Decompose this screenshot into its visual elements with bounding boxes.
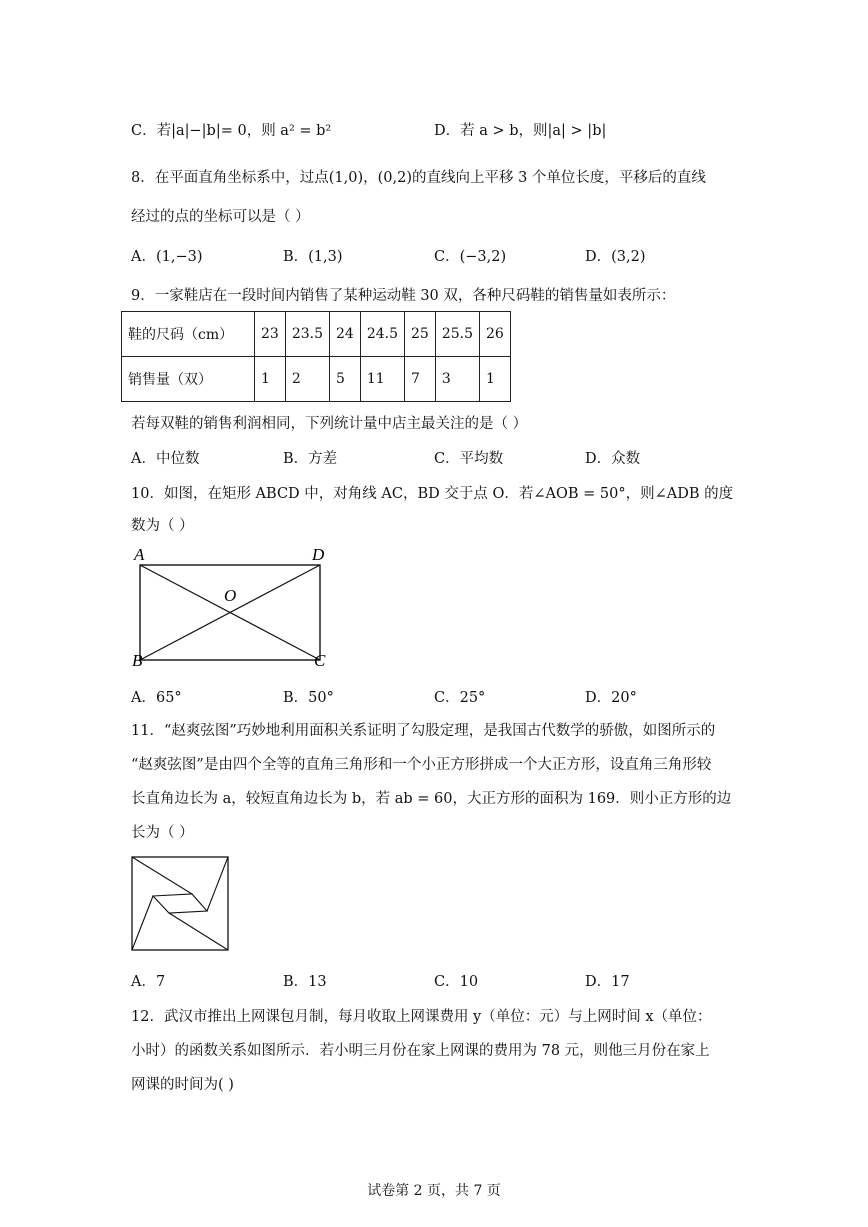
table-row (122, 312, 511, 357)
rectangle-diagram (128, 542, 338, 672)
triangle-edge (132, 857, 192, 894)
table-cell: 23 (255, 312, 286, 357)
shoe-size-table (121, 311, 511, 402)
q9-stem-line2: 若每双鞋的销售利润相同，下列统计量中店主最关注的是（ ） (131, 416, 528, 432)
outer-square (132, 857, 228, 950)
vertex-label-c: C (314, 651, 326, 670)
page-footer: 试卷第 2 页，共 7 页 (367, 1183, 501, 1199)
vertex-label-a: A (134, 545, 145, 564)
table-cell: 1 (255, 357, 286, 402)
q11-option-a: A．7 (131, 974, 166, 990)
triangle-edge (169, 913, 228, 950)
q10-stem-line2: 数为（ ） (131, 518, 194, 534)
vertex-label-d: D (312, 545, 325, 564)
q11-option-c: C．10 (434, 974, 479, 990)
q11-stem-line4: 长为（ ） (131, 825, 194, 841)
table-cell: 23.5 (285, 312, 329, 357)
q11-option-d: D．17 (585, 974, 630, 990)
q10-option-d: D．20° (585, 690, 637, 706)
q11-stem-line2: “赵爽弦图”是由四个全等的直角三角形和一个小正方形拼成一个大正方形，设直角三角形较 (131, 757, 712, 773)
q10-option-a: A．65° (131, 690, 182, 706)
q9-option-d: D．众数 (585, 451, 641, 467)
table-row (122, 357, 511, 402)
table-cell: 24 (330, 312, 361, 357)
q10-stem-line1: 10．如图，在矩形 ABCD 中，对角线 AC，BD 交于点 O．若∠AOB = 50°，则∠ADB 的度 (131, 486, 734, 502)
q7-option-c: C．若|a|−|b|= 0，则 a² = b² (131, 123, 332, 139)
table-cell: 11 (360, 357, 404, 402)
table-cell: 24.5 (360, 312, 404, 357)
q10-option-c: C．25° (434, 690, 486, 706)
q10-option-b: B．50° (283, 690, 334, 706)
q8-option-b: B．(1,3) (283, 249, 343, 265)
q9-stem-line1: 9．一家鞋店在一段时间内销售了某种运动鞋 30 双，各种尺码鞋的销售量如表所示： (131, 288, 676, 304)
q8-stem-line2: 经过的点的坐标可以是（ ） (131, 209, 310, 225)
table-cell: 销售量（双） (122, 357, 255, 402)
q12-stem-line2: 小时）的函数关系如图所示．若小明三月份在家上网课的费用为 78 元，则他三月份在家上 (131, 1043, 710, 1059)
table-cell: 鞋的尺码（cm） (122, 312, 255, 357)
q9-option-b: B．方差 (283, 451, 338, 467)
triangle-edge (207, 857, 228, 911)
table-cell: 2 (285, 357, 329, 402)
q11-stem-line1: 11．“赵爽弦图”巧妙地利用面积关系证明了勾股定理，是我国古代数学的骄傲，如图所示的 (131, 723, 716, 739)
table-cell: 3 (435, 357, 479, 402)
q7-option-d: D．若 a > b，则|a| > |b| (434, 123, 607, 139)
q12-stem-line3: 网课的时间为( ) (131, 1077, 234, 1093)
table-cell: 25 (405, 312, 436, 357)
inner-square (153, 894, 207, 913)
q12-stem-line1: 12．武汉市推出上网课包月制，每月收取上网课费用 y（单位：元）与上网时间 x（单位： (131, 1009, 712, 1025)
table-cell: 26 (480, 312, 511, 357)
zhao-shuang-diagram (131, 856, 231, 952)
q9-option-c: C．平均数 (434, 451, 504, 467)
table-cell: 7 (405, 357, 436, 402)
q8-option-a: A．(1,−3) (131, 249, 203, 265)
q11-stem-line3: 长直角边长为 a，较短直角边长为 b，若 ab = 60，大正方形的面积为 169．则小正方形的边 (131, 791, 732, 807)
table-cell: 1 (480, 357, 511, 402)
q9-option-a: A．中位数 (131, 451, 200, 467)
table-cell: 5 (330, 357, 361, 402)
triangle-edge (132, 896, 153, 950)
q11-option-b: B．13 (283, 974, 327, 990)
q8-option-c: C．(−3,2) (434, 249, 507, 265)
q8-option-d: D．(3,2) (585, 249, 646, 265)
center-label-o: O (224, 586, 237, 605)
q8-stem-line1: 8．在平面直角坐标系中，过点(1,0)，(0,2)的直线向上平移 3 个单位长度，平移后的直线 (131, 170, 706, 186)
vertex-label-b: B (132, 651, 143, 670)
table-cell: 25.5 (435, 312, 479, 357)
